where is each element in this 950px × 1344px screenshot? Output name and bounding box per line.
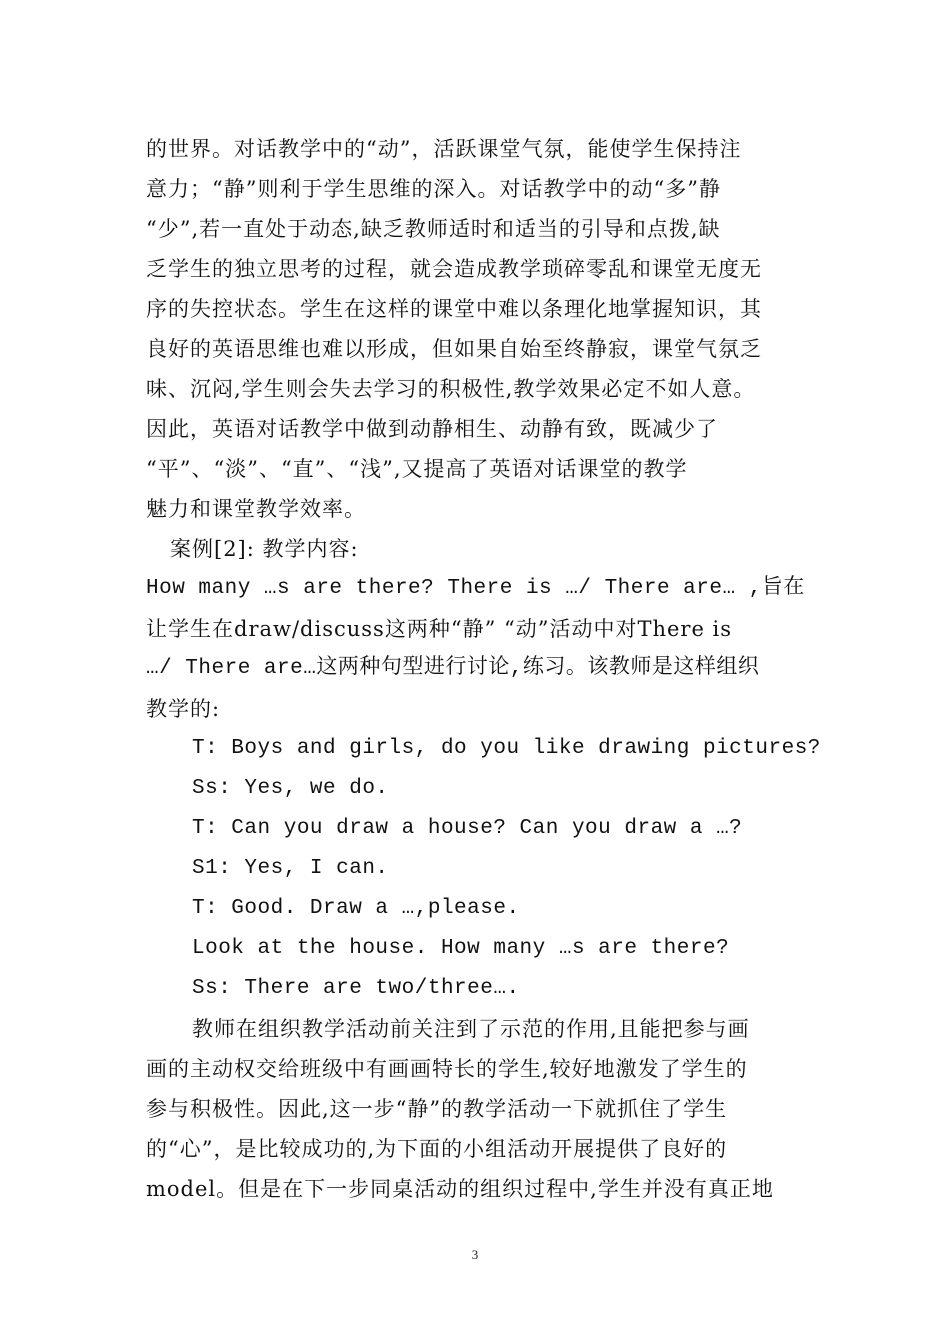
case-intro-line: 教学的:: [146, 697, 221, 721]
dialogue-line: T: Can you draw a house? Can you draw a …?: [192, 817, 743, 840]
paragraph-line: 良好的英语思维也难以形成，但如果自始至终静寂，课堂气氛乏: [146, 337, 762, 361]
paragraph-line: 味、沉闷,学生则会失去学习的积极性,教学效果必定不如人意。: [146, 377, 756, 401]
paragraph-line: 参与积极性。因此,这一步“静”的教学活动一下就抓住了学生: [146, 1097, 728, 1121]
case-intro-line: How many …s are there? There is …/ There are… ,旨在: [146, 577, 805, 600]
paragraph-line: 的世界。对话教学中的“动”，活跃课堂气氛，能使学生保持注: [146, 137, 742, 161]
page-number: 3: [471, 1247, 479, 1262]
paragraph-line: 教师在组织教学活动前关注到了示范的作用,且能把参与画: [192, 1017, 750, 1041]
paragraph-line: 因此，英语对话教学中做到动静相生、动静有致，既减少了: [146, 417, 718, 441]
paragraph-line: 的“心”，是比较成功的,为下面的小组活动开展提供了良好的: [146, 1137, 728, 1161]
dialogue-line: S1: Yes, I can.: [192, 857, 389, 880]
paragraph-line: 乏学生的独立思考的过程，就会造成教学琐碎零乱和课堂无度无: [146, 257, 762, 281]
case-intro-line: 让学生在draw/discuss这两种“静” “动”活动中对There is: [146, 617, 733, 641]
paragraph-line: 画的主动权交给班级中有画画特长的学生,较好地激发了学生的: [146, 1057, 748, 1081]
dialogue-line: T: Boys and girls, do you like drawing pictures?: [192, 737, 821, 760]
paragraph-line: “少”,若一直处于动态,缺乏教师适时和适当的引导和点拨,缺: [146, 217, 721, 241]
paragraph-line: 序的失控状态。学生在这样的课堂中难以条理化地掌握知识，其: [146, 297, 762, 321]
paragraph-line: model。但是在下一步同桌活动的组织过程中,学生并没有真正地: [146, 1177, 774, 1201]
case-heading: 案例[2]: 教学内容:: [170, 537, 359, 561]
paragraph-line: “平”、“淡”、“直”、“浅”,又提高了英语对话课堂的教学: [146, 457, 688, 481]
paragraph-line: 魅力和课堂教学效率。: [146, 497, 366, 521]
dialogue-line: Look at the house. How many …s are there?: [192, 937, 730, 960]
case-intro-line: …/ There are…这两种句型进行讨论,练习。该教师是这样组织: [146, 657, 760, 680]
paragraph-line: 意力；“静”则利于学生思维的深入。对话教学中的动“多”静: [146, 177, 721, 201]
dialogue-line: Ss: There are two/three….: [192, 977, 520, 1000]
dialogue-line: Ss: Yes, we do.: [192, 777, 389, 800]
dialogue-line: T: Good. Draw a …,please.: [192, 897, 520, 920]
